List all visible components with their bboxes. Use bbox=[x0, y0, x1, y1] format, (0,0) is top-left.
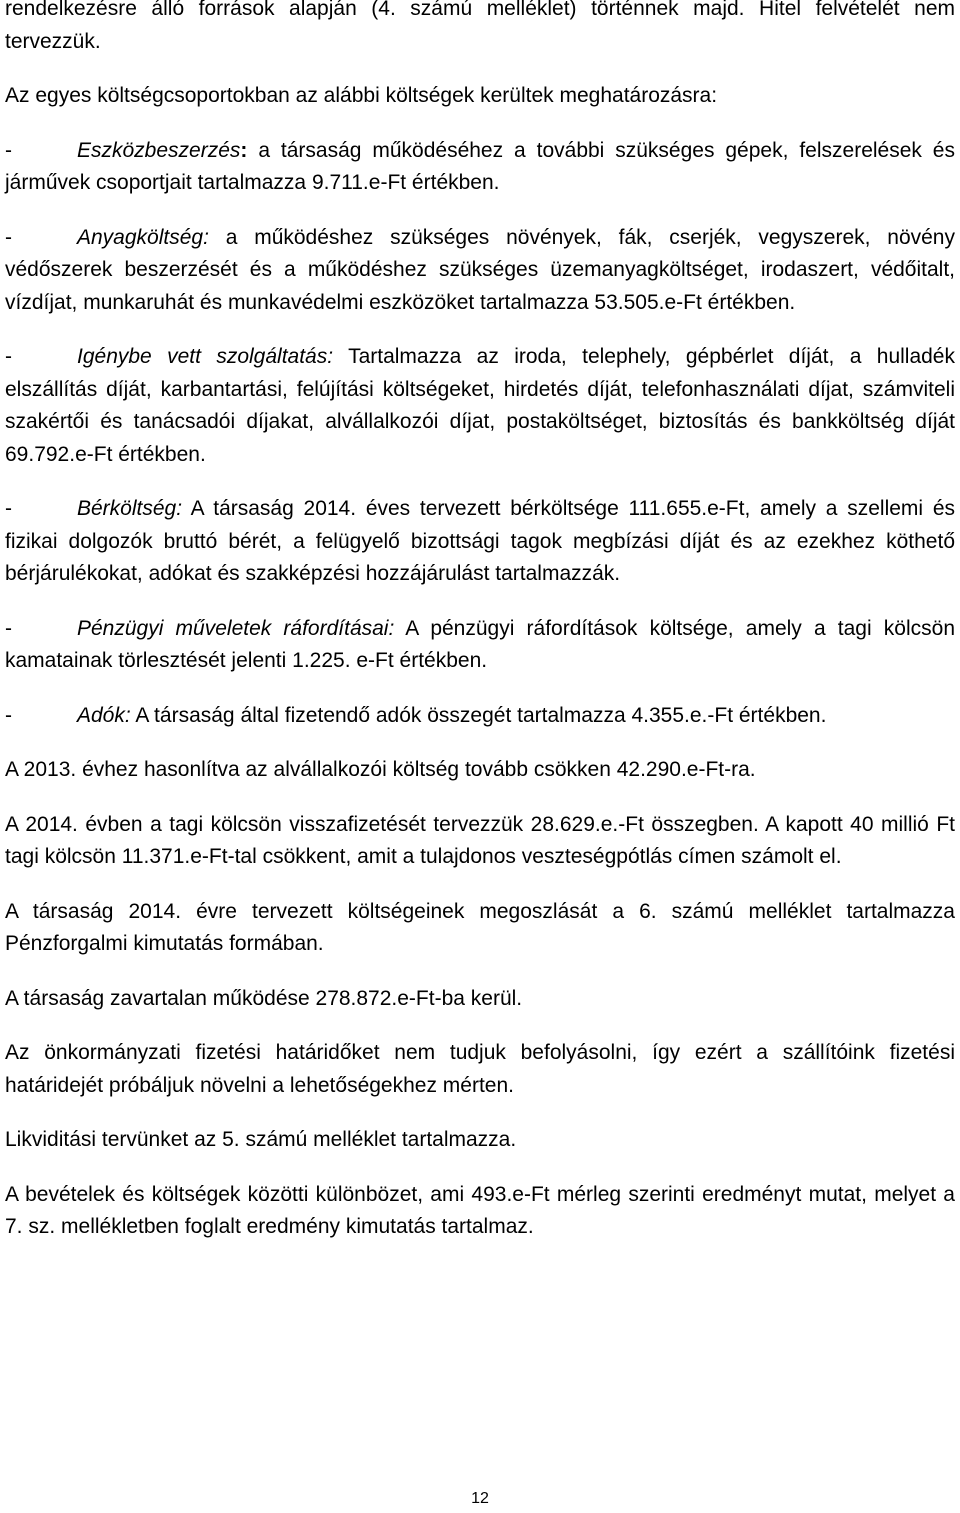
cost-item-term: Eszközbeszerzés bbox=[77, 138, 241, 162]
cost-item-taxes bbox=[5, 700, 955, 733]
list-dash: - bbox=[5, 345, 12, 368]
cost-item-colon: : bbox=[240, 138, 248, 162]
cost-item-term: Pénzügyi műveletek ráfordításai: bbox=[77, 616, 395, 640]
paragraph-cost-distribution: A társaság 2014. évre tervezett költségeinek megoszlását a 6. számú melléklet tartalmazza Pénzforgalmi kimutatás formában. bbox=[5, 899, 955, 955]
cost-item-text: A társaság által fizetendő adók összegét tartalmazza 4.355.e.-Ft értékben. bbox=[130, 703, 827, 727]
paragraph-subcontractor: A 2013. évhez hasonlítva az alvállalkozói költség tovább csökken 42.290.e-Ft-ra. bbox=[5, 758, 756, 781]
list-dash: - bbox=[5, 225, 12, 249]
list-dash: - bbox=[5, 138, 12, 162]
cost-item-services bbox=[5, 341, 955, 471]
cost-item-text: A társaság 2014. éves tervezett bérköltsége 111.655.e-Ft, amely a szellemi és fizikai dolgozók bruttó bérét, a felügyelő bizottsági tagok megbízási díját és az ezekhez köthető bérjárulékokat, adókat és szakképzési hozzájárulást tartalmazzák. bbox=[5, 497, 955, 585]
cost-item-text: a társaság működéséhez a további szükséges gépek, felszerelések és járművek csoportjait tartalmazza 9.711.e-Ft értékben. bbox=[5, 138, 955, 194]
document-page bbox=[5, 0, 955, 1244]
cost-item-materials bbox=[5, 222, 955, 320]
cost-groups-lead: Az egyes költségcsoportokban az alábbi költségek kerültek meghatározásra: bbox=[5, 84, 718, 107]
cost-item-text: A pénzügyi ráfordítások költsége, amely a tagi kölcsön kamatainak törlesztését jelenti 1.225. e-Ft értékben. bbox=[5, 616, 956, 672]
cost-item-term: Adók: bbox=[77, 703, 131, 727]
list-dash: - bbox=[5, 616, 12, 640]
intro-paragraph: rendelkezésre álló források alapján (4. számú melléklet) történnek majd. Hitel felvételét nem tervezzük. bbox=[5, 0, 955, 53]
cost-item-term: Igénybe vett szolgáltatás: bbox=[77, 345, 334, 368]
cost-item-financial bbox=[5, 613, 955, 678]
cost-item-equipment bbox=[5, 135, 955, 200]
cost-item-text: Tartalmazza az iroda, telephely, gépbérlet díját, a hulladék elszállítás díját, karbantartási, felújítási költségeket, hirdetés díját, telefonhasználati díjat, számviteli szakértői és tanácsadói díjakat, alvállalkozói díjat, postaköltséget, biztosítás és bankköltség díját 69.792.e-Ft értékben. bbox=[5, 345, 955, 466]
cost-item-term: Bérköltség: bbox=[77, 497, 183, 520]
paragraph-result: A bevételek és költségek közötti különbözet, ami 493.e-Ft mérleg szerinti eredményt mutat, melyet a 7. sz. mellékletben foglalt eredmény kimutatás tartalmaz. bbox=[5, 1182, 955, 1238]
cost-item-text: a működéshez szükséges növények, fák, cserjék, vegyszerek, növény védőszerek beszerzését és a működéshez szükséges üzemanyagköltséget, irodaszert, védőitalt, vízdíjat, munkaruhát és munkavédelmi eszközöket tartalmazza 53.505.e-Ft értékben. bbox=[5, 225, 955, 314]
paragraph-loan-repayment: A 2014. évben a tagi kölcsön visszafizetését tervezzük 28.629.e.-Ft összegben. A kapott 40 millió Ft tagi kölcsön 11.371.e-Ft-tal csökkent, amit a tulajdonos veszteségpótlás címen számolt el. bbox=[5, 812, 955, 868]
cost-item-term: Anyagköltség: bbox=[77, 225, 209, 249]
paragraph-payment-deadlines: Az önkormányzati fizetési határidőket nem tudjuk befolyásolni, így ezért a szállítóink fizetési határidejét próbáljuk növelni a lehetőségekhez mérten. bbox=[5, 1041, 955, 1097]
cost-item-wages bbox=[5, 493, 955, 591]
paragraph-operation-cost: A társaság zavartalan működése 278.872.e-Ft-ba kerül. bbox=[5, 986, 523, 1010]
page-number: 12 bbox=[471, 1490, 489, 1507]
list-dash: - bbox=[5, 497, 12, 520]
list-dash: - bbox=[5, 703, 12, 727]
paragraph-liquidity-plan: Likviditási tervünket az 5. számú melléklet tartalmazza. bbox=[5, 1128, 517, 1151]
